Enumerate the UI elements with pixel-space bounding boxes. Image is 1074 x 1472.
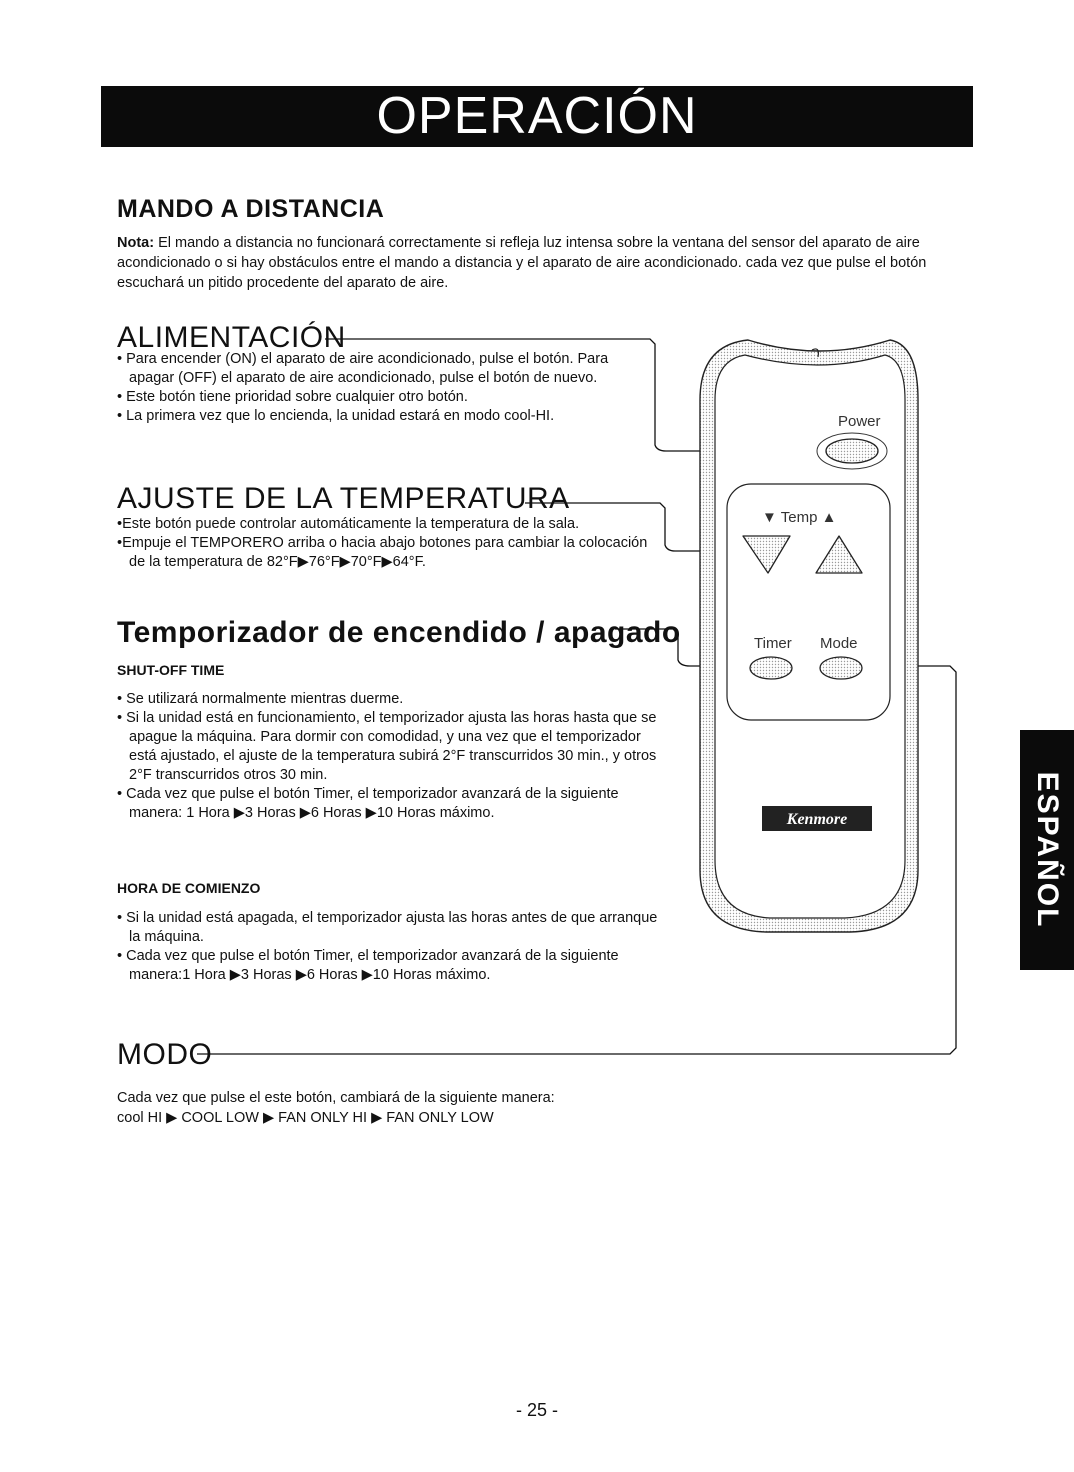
timer-label: Timer [754,635,792,652]
list-item: • Cada vez que pulse el botón Timer, el temporizador avanzará de la siguiente manera: 1 Hora ▶3 Horas ▶6 Horas ▶10 Horas máximo. [117,786,619,821]
power-label: Power [838,413,881,430]
shutoff-title: SHUT-OFF TIME [117,662,225,678]
start-time-title: HORA DE COMIENZO [117,880,261,896]
language-label: ESPAÑOL [1031,771,1064,929]
note-label: Nota: [117,235,155,251]
mode-label: Mode [820,635,858,652]
page-number: - 25 - [515,1400,558,1420]
list-item: • Cada vez que pulse el botón Timer, el temporizador avanzará de la siguiente manera:1 Hora ▶3 Horas ▶6 Horas ▶10 Horas máximo. [117,948,619,983]
temp-label: ▼ Temp ▲ [762,509,837,526]
list-item: • Este botón tiene prioridad sobre cualquier otro botón. [117,389,468,405]
list-item: •Este botón puede controlar automáticamente la temperatura de la sala. [117,516,580,532]
page-title-banner: OPERACIÓN [101,86,973,147]
mode-heading: MODO [117,1038,213,1071]
mode-line-1: Cada vez que pulse el este botón, cambiará de la siguiente manera: [117,1090,555,1106]
list-item: • Si la unidad está en funcionamiento, el temporizador ajusta las horas hasta que se apague la máquina. Para dormir con comodidad, y una vez que el temporizador está ajustado, el ajuste de la temperatura subirá 2°F transcurridos 30 min., y otros 2°F transcurridos otros 30 min. [117,710,657,783]
list-item: • La primera vez que lo encienda, la unidad estará en modo cool-HI. [117,408,555,424]
timer-button[interactable] [750,657,792,679]
timer-heading: Temporizador de encendido / apagado [117,616,681,649]
list-item: • Para encender (ON) el aparato de aire acondicionado, pulse el botón. Para apagar (OFF) el aparato de aire acondicionado, pulse el botón de nuevo. [117,351,609,386]
list-item: • Si la unidad está apagada, el temporizador ajusta las horas antes de que arranque la máquina. [117,910,658,945]
remote-control [700,340,918,932]
list-item: •Empuje el TEMPORERO arriba o hacia abajo botones para cambiar la colocación de la temperatura de 82°F▶76°F▶70°F▶64°F. [117,535,648,570]
note-text: El mando a distancia no funcionará correctamente si refleja luz intensa sobre la ventana del sensor del aparato de aire acondicionado o si hay obstáculos entre el mando a distancia y el aparato de aire acondicionado. cada vez que pulse el botón escuchará un pitido procedente del aparato de aire. [117,235,927,291]
list-item: • Se utilizará normalmente mientras duerme. [117,691,404,707]
power-button[interactable] [826,439,878,463]
mode-sequence: cool HI ▶ COOL LOW ▶ FAN ONLY HI ▶ FAN ONLY LOW [117,1110,494,1126]
power-heading: ALIMENTACIÓN [117,321,346,354]
remote-heading: MANDO A DISTANCIA [117,195,385,223]
kenmore-logo-text: Kenmore [786,811,848,828]
temperature-heading: AJUSTE DE LA TEMPERATURA [117,482,570,515]
mode-button[interactable] [820,657,862,679]
